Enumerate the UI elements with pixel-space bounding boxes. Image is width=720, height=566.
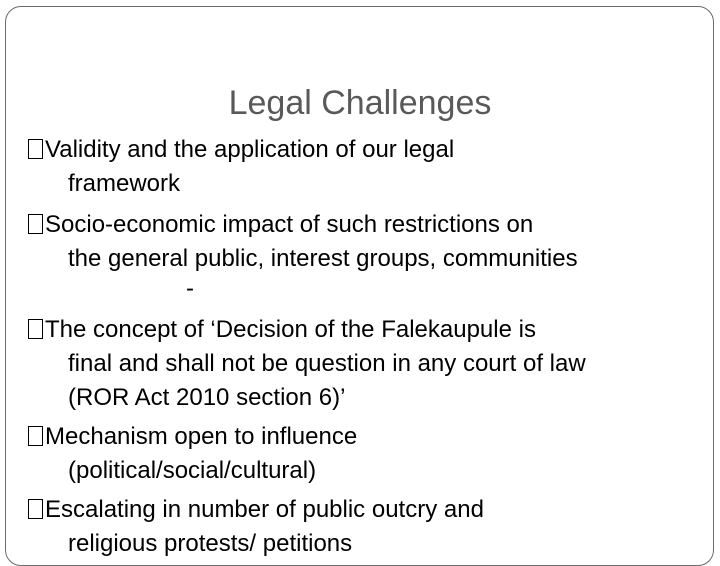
bullet-4	[28, 420, 357, 454]
slide-title	[0, 84, 720, 123]
bullet-3-line-3: (ROR Act 2010 section 6)’	[68, 384, 346, 411]
checkbox-bullet-icon	[28, 214, 43, 234]
bullet-3-line-2: final and shall not be question in any court of law	[68, 350, 586, 377]
bullet-2	[28, 208, 533, 242]
bullet-5-line-1: Escalating in number of public outcry and	[45, 496, 484, 523]
bullet-3	[28, 313, 536, 347]
bullet-2-line-2: the general public, interest groups, communities	[68, 245, 578, 272]
checkbox-bullet-icon	[28, 499, 43, 519]
slide-title-text: Legal Challenges	[228, 84, 492, 122]
bullet-4-line-2: (political/social/cultural)	[68, 457, 317, 484]
bullet-1	[28, 133, 454, 167]
bullet-5	[28, 493, 484, 527]
bullet-2-line-1: Socio-economic impact of such restrictions on	[45, 211, 534, 238]
bullet-5-line-2: religious protests/ petitions	[68, 530, 353, 557]
checkbox-bullet-icon	[28, 426, 43, 446]
stray-dash: -	[186, 275, 194, 302]
bullet-1-line-1: Validity and the application of our legal	[45, 136, 455, 163]
bullet-3-line-1: The concept of ‘Decision of the Falekaupule is	[45, 316, 536, 343]
checkbox-bullet-icon	[28, 139, 43, 159]
checkbox-bullet-icon	[28, 319, 43, 339]
bullet-4-line-1: Mechanism open to influence	[45, 423, 358, 450]
bullet-1-line-2: framework	[68, 170, 181, 197]
